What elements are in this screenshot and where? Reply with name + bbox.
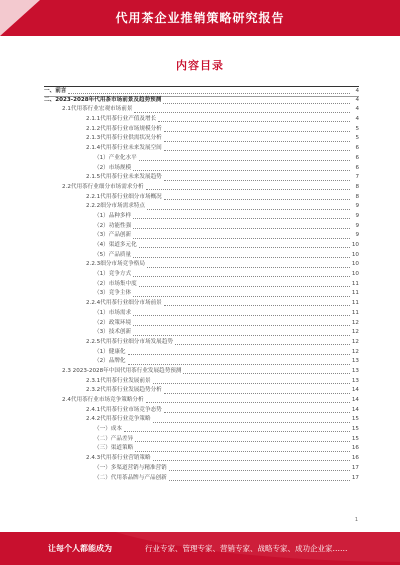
- toc-leader-dots: [163, 99, 350, 104]
- toc-entry[interactable]: [44, 260, 359, 270]
- toc-leader-dots: [133, 224, 350, 229]
- toc-entry-page: 15: [351, 416, 359, 423]
- toc-leader-dots: [158, 117, 350, 122]
- toc-entry[interactable]: [44, 338, 359, 348]
- toc-entry-page: 13: [351, 377, 359, 384]
- toc-leader-dots: [139, 156, 350, 161]
- toc-leader-dots: [183, 369, 350, 374]
- toc-entry-label: （二）产品差异: [94, 435, 134, 442]
- toc-entry[interactable]: [44, 435, 359, 445]
- toc-entry-page: 16: [351, 445, 359, 452]
- toc-leader-dots: [164, 389, 350, 394]
- toc-leader-dots: [153, 456, 350, 461]
- toc-leader-dots: [147, 263, 350, 268]
- toc-heading: 内容目录: [176, 59, 224, 72]
- toc-entry[interactable]: [44, 299, 359, 309]
- toc-leader-dots: [139, 243, 350, 248]
- toc-entry-label: （1）市场需求: [94, 309, 132, 316]
- toc-entry-label: （5）产品质量: [94, 251, 132, 258]
- toc-entry[interactable]: [44, 202, 359, 212]
- toc-entry-label: （2）市场集中度: [94, 280, 137, 287]
- toc-leader-dots: [133, 331, 350, 336]
- toc-leader-dots: [133, 253, 350, 258]
- toc-entry[interactable]: [44, 309, 359, 319]
- toc-leader-dots: [164, 195, 350, 200]
- page-number: 1: [354, 517, 358, 523]
- toc-entry-page: 5: [355, 135, 359, 142]
- toc-entry[interactable]: [44, 464, 359, 474]
- toc-entry-label: 2.3.2代用茶行业发展趋势分析: [86, 387, 162, 394]
- toc-entry[interactable]: [44, 134, 359, 144]
- toc-entry-page: 9: [355, 222, 359, 229]
- toc-entry-page: 4: [355, 106, 359, 113]
- toc-entry-label: （3）技术创新: [94, 329, 132, 336]
- toc-entry[interactable]: [44, 319, 359, 329]
- toc-entry-label: （2）品牌化: [94, 358, 126, 365]
- toc-leader-dots: [164, 137, 350, 142]
- toc-entry[interactable]: [44, 193, 359, 203]
- toc-leader-dots: [139, 282, 350, 287]
- toc-entry[interactable]: [44, 173, 359, 183]
- toc-entry[interactable]: [44, 348, 359, 358]
- toc-entry-page: 14: [351, 387, 359, 394]
- toc-entry[interactable]: [44, 474, 359, 484]
- toc-entry-label: （3）产品创新: [94, 232, 132, 239]
- report-title: 代用茶企业推销策略研究报告: [115, 11, 285, 25]
- toc-leader-dots: [135, 437, 350, 442]
- toc-entry-page: 10: [351, 261, 359, 268]
- toc-entry-label: （2）政策环境: [94, 319, 132, 326]
- toc-entry-page: 11: [351, 280, 359, 287]
- toc-entry-page: 14: [351, 397, 359, 404]
- toc-entry-page: 8: [355, 193, 359, 200]
- toc-entry-page: 13: [351, 367, 359, 374]
- toc-entry-label: 二、2023-2028年代用茶市场前景及趋势预测: [44, 97, 162, 104]
- toc-entry-label: 2.3.1代用茶行业发展前景: [86, 377, 151, 384]
- toc-entry-label: 2.4.2代用茶行业竞争策略: [86, 416, 151, 423]
- toc-entry[interactable]: [44, 115, 359, 125]
- toc-entry[interactable]: [44, 144, 359, 154]
- toc-entry-page: 11: [351, 300, 359, 307]
- toc-entry-label: 2.1.5代用茶行业未来发展趋势: [86, 174, 162, 181]
- toc-entry-page: 4: [355, 116, 359, 123]
- toc-leader-dots: [147, 205, 350, 210]
- toc-entry-label: 2.4.1代用茶行业市场竞争态势: [86, 406, 162, 413]
- toc-entry[interactable]: [44, 212, 359, 222]
- toc-entry-page: 15: [351, 435, 359, 442]
- toc-entry-page: 12: [351, 348, 359, 355]
- toc-entry[interactable]: [44, 328, 359, 338]
- toc-entry[interactable]: [44, 125, 359, 135]
- toc-leader-dots: [133, 234, 350, 239]
- toc-entry-label: 2.2代用茶行业细分市场需求分析: [62, 183, 144, 190]
- toc-leader-dots: [133, 272, 350, 277]
- toc-entry[interactable]: [44, 251, 359, 261]
- toc-entry[interactable]: [44, 154, 359, 164]
- toc-leader-dots: [164, 301, 350, 306]
- toc-leader-dots: [169, 466, 350, 471]
- toc-entry-label: 2.2.2细分市场需求特点: [86, 203, 145, 210]
- toc-entry[interactable]: [44, 105, 359, 115]
- toc-entry[interactable]: [44, 231, 359, 241]
- table-of-contents: [44, 86, 359, 483]
- toc-entry-label: （1）品种多样: [94, 212, 132, 219]
- toc-entry-page: 7: [355, 174, 359, 181]
- toc-leader-dots: [175, 340, 350, 345]
- toc-entry-label: （一）多渠道营销与精准营销: [94, 464, 167, 471]
- toc-entry-label: 2.1代用茶行业宏观市场前景: [62, 106, 133, 113]
- toc-leader-dots: [146, 398, 350, 403]
- toc-entry-label: 2.1.3代用茶行业供需状况分析: [86, 135, 162, 142]
- toc-entry[interactable]: [44, 183, 359, 193]
- footer-slogan-right: 行业专家、管理专家、营销专家、战略专家、成功企业家……: [145, 544, 348, 553]
- toc-entry-page: 10: [351, 242, 359, 249]
- toc-leader-dots: [133, 321, 350, 326]
- toc-leader-dots: [133, 292, 350, 297]
- toc-entry[interactable]: [44, 270, 359, 280]
- footer-slogan-left: 让每个人都能成为: [48, 544, 112, 553]
- toc-entry-page: 17: [351, 474, 359, 481]
- toc-entry-label: （1）竞争方式: [94, 271, 132, 278]
- toc-leader-dots: [169, 476, 350, 481]
- toc-leader-dots: [124, 427, 350, 432]
- toc-entry-page: 6: [355, 145, 359, 152]
- toc-entry-label: 2.2.3细分市场竞争格局: [86, 261, 145, 268]
- toc-entry-label: 2.4.3代用茶行业营销策略: [86, 455, 151, 462]
- toc-leader-dots: [133, 214, 350, 219]
- toc-entry[interactable]: [44, 454, 359, 464]
- toc-entry-label: 2.2.1代用茶行业细分市场概况: [86, 193, 162, 200]
- toc-entry-label: 2.1.2代用茶行业市场规模分析: [86, 125, 162, 132]
- toc-entry-page: 9: [355, 203, 359, 210]
- toc-entry-label: 2.2.5代用茶行业细分市场发展趋势: [86, 338, 173, 345]
- toc-entry-label: （一）成本: [94, 426, 122, 433]
- toc-entry-page: 11: [351, 309, 359, 316]
- toc-entry-page: 9: [355, 212, 359, 219]
- toc-entry-page: 5: [355, 125, 359, 132]
- toc-leader-dots: [164, 127, 350, 132]
- toc-entry-page: 9: [355, 232, 359, 239]
- toc-entry[interactable]: [44, 357, 359, 367]
- toc-leader-dots: [133, 166, 350, 171]
- toc-entry-page: 6: [355, 164, 359, 171]
- toc-leader-dots: [135, 447, 350, 452]
- toc-entry-label: 2.1.1代用茶行业产值及增长: [86, 116, 157, 123]
- toc-entry[interactable]: [44, 386, 359, 396]
- toc-entry-label: （三）渠道策略: [94, 445, 134, 452]
- toc-entry-page: 14: [351, 406, 359, 413]
- toc-entry-label: （1）产业化水平: [94, 154, 137, 161]
- toc-entry-label: （1）健康化: [94, 348, 126, 355]
- toc-entry-page: 10: [351, 271, 359, 278]
- toc-entry[interactable]: [44, 241, 359, 251]
- toc-entry[interactable]: [44, 444, 359, 454]
- toc-entry[interactable]: [44, 406, 359, 416]
- toc-leader-dots: [68, 89, 350, 94]
- toc-entry-label: 2.3 2023-2028年中国代用茶行业发展趋势预测: [62, 367, 182, 374]
- toc-leader-dots: [164, 146, 350, 151]
- toc-entry-page: 4: [355, 97, 359, 104]
- footer-bar: [0, 532, 400, 565]
- toc-leader-dots: [164, 176, 350, 181]
- toc-entry-page: 17: [351, 464, 359, 471]
- toc-entry-page: 6: [355, 154, 359, 161]
- toc-entry-page: 13: [351, 358, 359, 365]
- toc-entry-page: 12: [351, 329, 359, 336]
- toc-leader-dots: [153, 418, 350, 423]
- toc-entry-label: （4）渠道多元化: [94, 242, 137, 249]
- toc-leader-dots: [146, 185, 350, 190]
- toc-entry-label: （2）功能性强: [94, 222, 132, 229]
- toc-entry-label: 2.4代用茶行业市场竞争策略分析: [62, 397, 144, 404]
- toc-entry-label: （3）竞争主体: [94, 290, 132, 297]
- toc-entry-page: 12: [351, 319, 359, 326]
- toc-entry[interactable]: [44, 289, 359, 299]
- toc-leader-dots: [128, 350, 350, 355]
- toc-entry[interactable]: [44, 96, 359, 106]
- toc-entry[interactable]: [44, 415, 359, 425]
- toc-leader-dots: [128, 360, 350, 365]
- toc-entry-page: 8: [355, 183, 359, 190]
- header-bar: [0, 0, 400, 36]
- toc-entry-page: 4: [355, 87, 359, 94]
- toc-entry[interactable]: [44, 396, 359, 406]
- toc-entry-page: 10: [351, 251, 359, 258]
- toc-entry[interactable]: [44, 222, 359, 232]
- toc-entry-page: 11: [351, 290, 359, 297]
- toc-entry[interactable]: [44, 425, 359, 435]
- toc-entry[interactable]: [44, 86, 359, 96]
- toc-entry[interactable]: [44, 280, 359, 290]
- toc-entry-label: 2.2.4代用茶行业细分市场前景: [86, 300, 162, 307]
- toc-entry[interactable]: [44, 367, 359, 377]
- toc-entry-label: 2.1.4代用茶行业未来发展空间: [86, 145, 162, 152]
- toc-leader-dots: [164, 408, 350, 413]
- toc-entry-label: （二）代用茶品牌与产品创新: [94, 474, 167, 481]
- toc-leader-dots: [134, 108, 350, 113]
- toc-entry-label: 一、前言: [44, 87, 67, 94]
- toc-entry[interactable]: [44, 377, 359, 387]
- toc-leader-dots: [133, 311, 350, 316]
- toc-entry-page: 12: [351, 338, 359, 345]
- toc-entry[interactable]: [44, 164, 359, 174]
- toc-leader-dots: [153, 379, 350, 384]
- toc-entry-label: （2）市场规模: [94, 164, 132, 171]
- toc-entry-page: 15: [351, 426, 359, 433]
- toc-entry-page: 16: [351, 455, 359, 462]
